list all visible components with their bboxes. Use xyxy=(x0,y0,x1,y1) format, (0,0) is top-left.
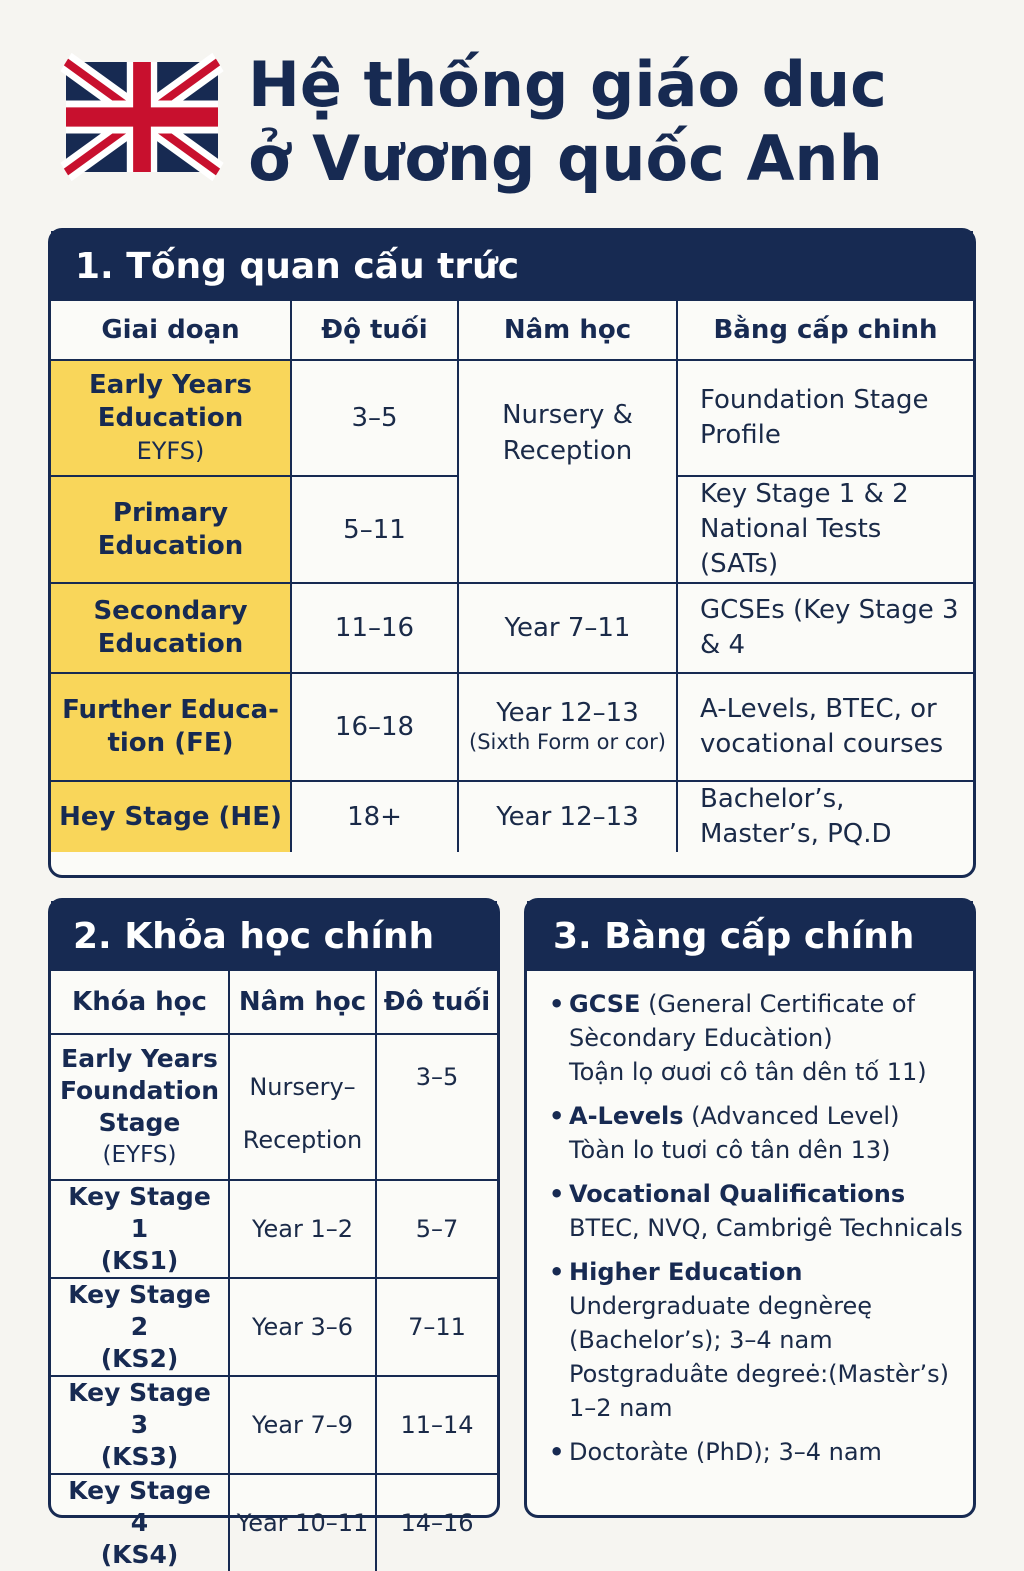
qual-detail: Tòàn lo tuơi cô tân dên 13) xyxy=(569,1136,891,1164)
years-cell: Year 7–9 xyxy=(229,1376,376,1474)
years-cell: Nursery & Reception xyxy=(458,360,677,583)
quals-cell: A-Levels, BTEC, or vocational courses xyxy=(677,673,973,781)
table-row xyxy=(51,583,973,673)
section1-title: 1. Tống quan cấu trức xyxy=(51,231,973,301)
qual-detail: Doctoràte (PhD); 3–4 nam xyxy=(569,1438,882,1466)
age-cell: 3–5 xyxy=(291,360,458,476)
col-header-age: Độ tuối xyxy=(291,301,458,360)
stage-cell: Secondary Education xyxy=(51,583,291,673)
years-cell: Year 1–2 xyxy=(229,1180,376,1278)
course-name: Key Stage 1 xyxy=(68,1182,211,1243)
stage-abbr: EYFS) xyxy=(136,436,205,465)
course-abbr: (KS1) xyxy=(100,1246,179,1275)
col-header-years: Nâm học xyxy=(458,301,677,360)
qual-desc: (General Certificate of Sècondary Educàtion) xyxy=(569,990,916,1052)
stage-cell xyxy=(51,360,291,476)
stage-name: Early Years Education xyxy=(89,369,252,433)
table-row xyxy=(51,360,973,476)
years-cell: Year 7–11 xyxy=(458,583,677,673)
list-item xyxy=(549,1255,965,1425)
years-note: (Sixth Form or cor) xyxy=(469,730,666,754)
list-item xyxy=(549,1177,965,1245)
table-header-row xyxy=(51,971,497,1034)
table-row xyxy=(51,673,973,781)
qual-name: Higher Education xyxy=(569,1258,803,1286)
qual-name: Vocational Qualifications xyxy=(569,1180,906,1208)
course-cell xyxy=(51,1376,229,1474)
col-header-course: Khóa học xyxy=(51,971,229,1034)
table-row xyxy=(51,1180,497,1278)
quals-cell: Key Stage 1 & 2 National Tests (SATs) xyxy=(677,476,973,583)
course-name: Early Years Foundation Stage xyxy=(59,1044,220,1137)
age-cell: 3–5 xyxy=(376,1034,497,1180)
quals-cell: Foundation Stage Profile xyxy=(677,360,973,476)
quals-cell: GCSEs (Key Stage 3 & 4 xyxy=(677,583,973,673)
page-title xyxy=(248,48,887,196)
age-cell: 11–14 xyxy=(376,1376,497,1474)
courses-table xyxy=(51,971,497,1571)
qual-detail: BTEC, NVQ, Cambrigê Technicals xyxy=(569,1214,963,1242)
course-abbr: (EYFS) xyxy=(102,1142,177,1168)
col-header-age: Đô tuối xyxy=(376,971,497,1034)
list-item xyxy=(549,1435,965,1469)
years-line2: Reception xyxy=(242,1126,363,1154)
qual-name: A-Levels xyxy=(569,1102,684,1130)
course-cell xyxy=(51,1034,229,1180)
age-cell: 5–11 xyxy=(291,476,458,583)
course-name: Key Stage 3 xyxy=(68,1378,211,1439)
qual-detail: Toận lọ ơuơi cô tân dên tố 11) xyxy=(569,1058,927,1086)
main-courses-card xyxy=(48,898,500,1569)
years-cell: Year 12–13 xyxy=(458,781,677,852)
course-abbr: (KS3) xyxy=(100,1442,179,1471)
years-value: Year 12–13 xyxy=(496,698,639,728)
col-header-years: Nâm học xyxy=(229,971,376,1034)
course-name: Key Stage 4 xyxy=(68,1476,211,1537)
quals-cell: Bachelor’s, Master’s, PQ.D xyxy=(677,781,973,852)
age-cell: 7–11 xyxy=(376,1278,497,1376)
structure-table xyxy=(51,301,973,852)
main-qualifications-card xyxy=(524,898,976,1518)
course-cell xyxy=(51,1474,229,1571)
qual-detail: Undergraduate degnèreę (Bachelor’s); 3–4 nam xyxy=(569,1292,873,1354)
age-cell: 18+ xyxy=(291,781,458,852)
course-cell xyxy=(51,1180,229,1278)
course-name: Key Stage 2 xyxy=(68,1280,211,1341)
years-cell xyxy=(458,673,677,781)
years-cell: Year 10–11 xyxy=(229,1474,376,1571)
age-cell: 16–18 xyxy=(291,673,458,781)
col-header-quals: Bằng cấp chinh xyxy=(677,301,973,360)
list-item xyxy=(549,1099,965,1167)
section3-title: 3. Bàng cấp chính xyxy=(527,901,973,971)
qual-name: GCSE xyxy=(569,990,641,1018)
table-row xyxy=(51,1034,497,1180)
age-cell: 5–7 xyxy=(376,1180,497,1278)
age-cell: 14–16 xyxy=(376,1474,497,1571)
qualifications-list xyxy=(527,971,973,1469)
union-jack-flag-icon xyxy=(66,62,218,172)
years-line1: Nursery– xyxy=(249,1073,356,1101)
col-header-stage: Giai doạn xyxy=(51,301,291,360)
stage-cell: Primary Education xyxy=(51,476,291,583)
page-title-line2: ở Vương quốc Anh xyxy=(248,122,883,195)
table-row xyxy=(51,781,973,852)
table-row xyxy=(51,1278,497,1376)
page-title-line1: Hệ thống giáo duc xyxy=(248,48,887,121)
list-item xyxy=(549,987,965,1089)
table-row xyxy=(51,1474,497,1571)
qual-detail2: Postgraduâte degreė:(Mastèr’s) 1–2 nam xyxy=(569,1360,949,1422)
page-header xyxy=(66,48,966,198)
years-cell xyxy=(229,1034,376,1180)
stage-cell: Hey Stage (HE) xyxy=(51,781,291,852)
structure-overview-card xyxy=(48,228,976,878)
course-abbr: (KS2) xyxy=(100,1344,179,1373)
section2-title: 2. Khỏa học chính xyxy=(51,901,497,971)
course-abbr: (KS4) xyxy=(100,1540,179,1569)
course-cell xyxy=(51,1278,229,1376)
years-cell: Year 3–6 xyxy=(229,1278,376,1376)
table-header-row xyxy=(51,301,973,360)
table-row xyxy=(51,1376,497,1474)
stage-cell: Further Educa-tion (FE) xyxy=(51,673,291,781)
age-cell: 11–16 xyxy=(291,583,458,673)
qual-desc: (Advanced Level) xyxy=(683,1102,900,1130)
